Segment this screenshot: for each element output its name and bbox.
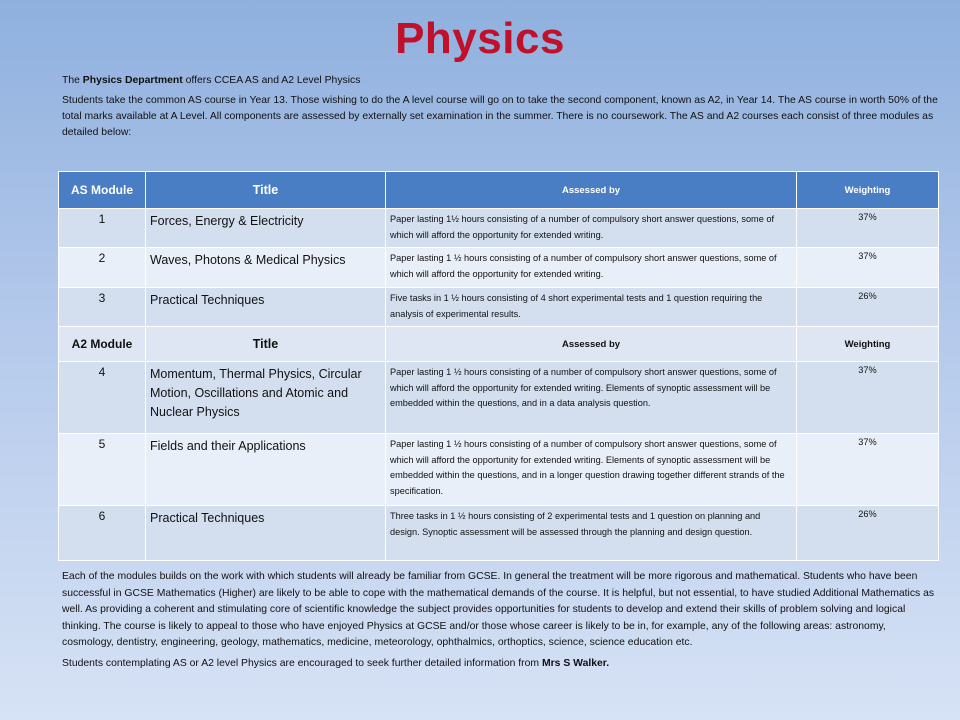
table-row [59,362,939,434]
module-title: Waves, Photons & Medical Physics [146,248,386,288]
module-number: 3 [59,288,146,327]
module-title: Practical Techniques [146,288,386,327]
a2-header-row [59,327,939,362]
a2-weighting-header: Weighting [797,327,939,362]
module-weighting: 26% [797,506,939,561]
as-assessed-header: Assessed by [386,172,797,209]
module-weighting: 37% [797,248,939,288]
outro-paragraph-1: Each of the modules builds on the work with which students will already be familiar from GCSE. In general the treatment will be more rigorous and mathematical. Students who have been successful in GCSE Mathematics (Higher) are likely to be able to cope with the mathematical demands of the course. It is helpful, but not essential, to have studied Additional Mathematics as well. As providing a coherent and stimulating core of scientific knowledge the subject provides opportunities for students to develop and extend their skills of problem solving and logical thinking. The course is likely to appeal to those who have enjoyed Physics at GCSE and/or those whose career is likely to be in, for example, any of the following areas: astronomy, cosmology, dentistry, engineering, geology, mathematics, medicine, meteorology, ophthalmics, orthoptics, science, science education etc. [62,571,935,649]
module-assessment: Paper lasting 1 ½ hours consisting of a number of compulsory short answer questions, some of which will afford the opportunity for extended writing. Elements of synoptic assessment will be embedded within the questions, and in a data analysis question. [386,362,797,434]
module-number: 4 [59,362,146,434]
table-row [59,209,939,248]
page-title: Physics [395,14,565,63]
module-title: Forces, Energy & Electricity [146,209,386,248]
module-assessment: Paper lasting 1½ hours consisting of a number of compulsory short answer questions, some of which will afford the opportunity for extended writing. [386,209,797,248]
outro-p2-pre: Students contemplating AS or A2 level Physics are encouraged to seek further detailed information from [62,657,542,669]
as-module-header: AS Module [59,172,146,209]
a2-module-header: A2 Module [59,327,146,362]
module-number: 6 [59,506,146,561]
module-assessment: Paper lasting 1 ½ hours consisting of a number of compulsory short answer questions, some of which will afford the opportunity for extended writing. Elements of synoptic assessment will be embedded within the questions, and in a longer question drawing together different strands of the specification. [386,434,797,506]
module-weighting: 37% [797,209,939,248]
module-title: Momentum, Thermal Physics, Circular Motion, Oscillations and Atomic and Nuclear Physics [146,362,386,434]
module-assessment: Five tasks in 1 ½ hours consisting of 4 short experimental tests and 1 question requiring the analysis of experimental results. [386,288,797,327]
department-name: Physics Department [82,75,183,86]
module-title: Practical Techniques [146,506,386,561]
outro-section [62,569,940,677]
table-row [59,434,939,506]
a2-assessed-header: Assessed by [386,327,797,362]
table-row [59,288,939,327]
module-weighting: 37% [797,434,939,506]
module-number: 1 [59,209,146,248]
module-title: Fields and their Applications [146,434,386,506]
intro-paragraph-2: Students take the common AS course in Year 13. Those wishing to do the A level course will go on to take the second component, known as A2, in Year 14. The AS course in worth 50% of the total marks available at A Level. All components are assessed by externally set examination in the summer. There is no coursework. The AS and A2 courses each consist of three modules as detailed below: [62,95,938,138]
module-number: 2 [59,248,146,288]
module-number: 5 [59,434,146,506]
module-weighting: 37% [797,362,939,434]
intro-paragraph-1 [62,73,942,89]
table-row [59,506,939,561]
module-assessment: Three tasks in 1 ½ hours consisting of 2 experimental tests and 1 question on planning and design. Synoptic assessment will be assessed through the planning and design question. [386,506,797,561]
as-header-row [59,172,939,209]
as-title-header: Title [146,172,386,209]
modules-table [58,171,939,561]
outro-paragraph-2 [62,656,940,673]
module-assessment: Paper lasting 1 ½ hours consisting of a number of compulsory short answer questions, some of which will afford the opportunity for extended writing. [386,248,797,288]
a2-title-header: Title [146,327,386,362]
as-weighting-header: Weighting [797,172,939,209]
intro-section [62,73,942,145]
intro-p1-pre: The [62,75,83,86]
contact-name: Mrs S Walker. [541,657,610,669]
module-weighting: 26% [797,288,939,327]
table-row [59,248,939,288]
intro-p1-post: offers CCEA AS and A2 Level Physics [182,75,361,86]
